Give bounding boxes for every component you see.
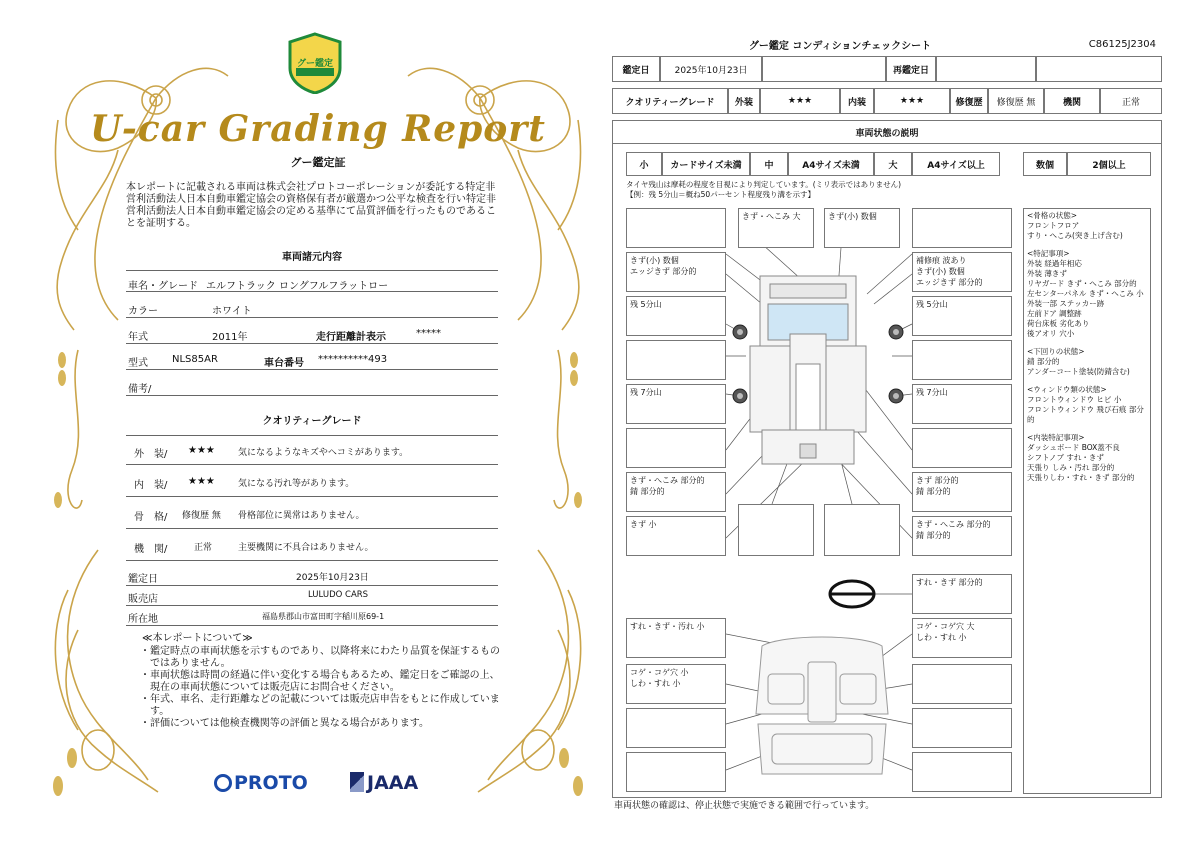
grade-label: クオリティーグレード bbox=[612, 88, 728, 114]
comment-box bbox=[738, 504, 814, 556]
size-large: 大 bbox=[874, 152, 912, 176]
label-frame: 骨 格/ bbox=[134, 512, 168, 523]
engine-note: 主要機関に不具合はありません。 bbox=[238, 543, 374, 553]
label-chassis: 車台番号 bbox=[264, 358, 304, 369]
engine-value: 正常 bbox=[194, 543, 213, 553]
row-frame bbox=[126, 499, 498, 529]
value-dealer: LULUDO CARS bbox=[308, 590, 369, 600]
goo-appraisal-badge bbox=[286, 32, 344, 94]
comment-box: きず・へこみ 部分的 錆 部分的 bbox=[912, 516, 1012, 556]
sheet-title: グー鑑定 コンディションチェックシート bbox=[748, 41, 932, 52]
notes-group-head: <下回りの状態> bbox=[1027, 347, 1085, 356]
notes-group-head: <内装特記事項> bbox=[1027, 433, 1085, 442]
date-label: 鑑定日 bbox=[612, 56, 660, 82]
comment-box: きず(小) 数個 bbox=[824, 208, 900, 248]
note-item: ・鑑定時点の車両状態を示すものであり、以降将来にわたり品質を保証するものではありません。 bbox=[140, 646, 500, 669]
note-item: ・年式、車名、走行距離などの記載については販売店申告をもとに作成しています。 bbox=[140, 694, 500, 717]
comment-box: きず・へこみ 大 bbox=[738, 208, 814, 248]
comment-box bbox=[912, 752, 1012, 792]
comment-box bbox=[626, 428, 726, 468]
value-name: エルフトラック ロングフルフラットロー bbox=[206, 281, 389, 292]
comment-box bbox=[912, 428, 1012, 468]
row-date bbox=[126, 566, 498, 586]
label-year: 年式 bbox=[128, 332, 148, 343]
exterior-stars: ★★★ bbox=[188, 445, 215, 456]
note-item: ・車両状態は時間の経過に伴い変化する場合もあるため、鑑定日をご確認の上、現在の車両状態については販売店にお問合せください。 bbox=[140, 670, 500, 693]
report-notes bbox=[138, 633, 500, 730]
date-value: 2025年10月23日 bbox=[660, 56, 762, 82]
notes-group-underbody bbox=[1027, 347, 1147, 377]
note-item: ・評価については他検査機関等の評価と異なる場合があります。 bbox=[140, 718, 429, 729]
label-name: 車名・グレード bbox=[128, 281, 198, 292]
notes-group-head: <ウィンドウ類の状態> bbox=[1027, 385, 1107, 394]
row-interior bbox=[126, 467, 498, 497]
condition-notes-list bbox=[1023, 208, 1151, 794]
label-engine: 機 関/ bbox=[134, 544, 168, 555]
row-dealer bbox=[126, 586, 498, 606]
label-dealer: 販売店 bbox=[128, 594, 158, 605]
frame-note: 骨格部位に異常はありません。 bbox=[238, 511, 365, 521]
tire-note-1: タイヤ残山は摩耗の程度を目視により判定しています。(ミリ表示ではありません) bbox=[626, 180, 902, 189]
condition-check-sheet bbox=[612, 34, 1164, 814]
label-model: 型式 bbox=[128, 358, 148, 369]
notes-item: 錆 部分的 bbox=[1027, 357, 1060, 366]
comment-box bbox=[912, 664, 1012, 704]
notes-item: フロントフロア bbox=[1027, 221, 1080, 230]
label-date: 鑑定日 bbox=[128, 574, 158, 585]
notes-item: すり・へこみ(突き上げ含む) bbox=[1027, 231, 1123, 240]
comment-box bbox=[626, 708, 726, 748]
recheck-label: 再鑑定日 bbox=[886, 56, 936, 82]
notes-item: 天張り しみ・汚れ 部分的 bbox=[1027, 463, 1115, 472]
label-mileage: 走行距離計表示 bbox=[316, 332, 386, 343]
certificate-title: U-car Grading Report bbox=[90, 108, 546, 150]
notes-group-special bbox=[1027, 249, 1147, 339]
notes-item: ダッシュボード BOX蓋不良 bbox=[1027, 443, 1120, 452]
notes-item: 外装 薄きず bbox=[1027, 269, 1067, 278]
repair-value: 修復歴 無 bbox=[988, 88, 1044, 114]
engine-value: 正常 bbox=[1100, 88, 1162, 114]
sheet-footer-note: 車両状態の確認は、停止状態で実施できる範囲で行っています。 bbox=[614, 801, 875, 811]
notes-item: 外装一部 ステッカー跡 bbox=[1027, 299, 1105, 308]
notes-group-head: <骨格の状態> bbox=[1027, 211, 1078, 220]
comment-box: きず・へこみ 部分的 錆 部分的 bbox=[626, 472, 726, 512]
notes-title: ≪本レポートについて≫ bbox=[142, 633, 253, 644]
value-year: 2011年 bbox=[212, 332, 248, 343]
tire-box: 残 7分山 bbox=[912, 384, 1012, 424]
row-engine bbox=[126, 531, 498, 561]
comment-box bbox=[626, 752, 726, 792]
notes-item: アンダーコート塗装(防錆含む) bbox=[1027, 367, 1130, 376]
repair-label: 修復歴 bbox=[950, 88, 988, 114]
notes-item: 天張りしわ・すれ・きず 部分的 bbox=[1027, 473, 1135, 482]
spec-heading: 車両諸元内容 bbox=[282, 252, 342, 263]
comment-box bbox=[912, 340, 1012, 380]
tire-box: 残 5分山 bbox=[626, 296, 726, 336]
logo-bar bbox=[214, 770, 454, 800]
interior-note: 気になる汚れ等があります。 bbox=[238, 479, 355, 489]
label-color: カラー bbox=[128, 306, 158, 317]
comment-box: 補修痕 波あり きず(小) 数個 エッジきず 部分的 bbox=[912, 252, 1012, 292]
tire-box: 残 5分山 bbox=[912, 296, 1012, 336]
certificate-intro: 本レポートに記載される車両は株式会社プロトコーポレーションが委託する特定非営利活動法人日本自動車鑑定協会の資格保有者が厳選かつ公平な検査を行い特定非営利活動法人日本自動車鑑定協会の定める基準にて品質評価を行ったものであることを証明する。 bbox=[126, 182, 496, 229]
count-desc: 2個以上 bbox=[1067, 152, 1151, 176]
value-chassis: **********493 bbox=[318, 354, 388, 365]
notes-item: リヤガード きず・へこみ 部分的 bbox=[1027, 279, 1137, 288]
jaaa-logo-icon bbox=[350, 772, 364, 792]
comment-box: きず 小 bbox=[626, 516, 726, 556]
exterior-note: 気になるようなキズやヘコミがあります。 bbox=[238, 448, 409, 458]
comment-box: すれ・きず 部分的 bbox=[912, 574, 1012, 614]
comment-box: コゲ・コゲ穴 大 しわ・すれ 小 bbox=[912, 618, 1012, 658]
interior-stars: ★★★ bbox=[188, 476, 215, 487]
notes-group-frame bbox=[1027, 211, 1147, 241]
notes-item: フロントウィンドウ 飛び石痕 部分的 bbox=[1027, 405, 1144, 424]
row-remarks bbox=[126, 374, 498, 396]
notes-item: 後アオリ 穴小 bbox=[1027, 329, 1075, 338]
label-interior: 内 装/ bbox=[134, 480, 168, 491]
badge-text: グー鑑定 bbox=[296, 59, 333, 69]
label-address: 所在地 bbox=[128, 614, 158, 625]
row-address bbox=[126, 606, 498, 626]
comment-box bbox=[824, 504, 900, 556]
frame-value: 修復歴 無 bbox=[182, 511, 221, 521]
comment-box bbox=[912, 208, 1012, 248]
value-mileage: ***** bbox=[416, 328, 441, 339]
grading-certificate bbox=[38, 30, 598, 820]
label-remarks: 備考/ bbox=[128, 384, 152, 395]
tire-note-2: 【例：残 5分山＝概ね50パーセント程度残り溝を示す】 bbox=[626, 190, 816, 199]
proto-logo: PROTO bbox=[214, 772, 308, 794]
sheet-code: C86125J2304 bbox=[1088, 39, 1156, 50]
size-large-desc: A4サイズ以上 bbox=[912, 152, 1000, 176]
interior-label: 内装 bbox=[840, 88, 874, 114]
jaaa-logo: JAAA bbox=[350, 772, 418, 794]
notes-item: 左前ドア 調整跡 bbox=[1027, 309, 1082, 318]
interior-stars: ★★★ bbox=[874, 88, 950, 114]
row-color bbox=[126, 296, 498, 318]
comment-box bbox=[626, 208, 726, 248]
label-exterior: 外 装/ bbox=[134, 449, 168, 460]
comment-box: すれ・きず・汚れ 小 bbox=[626, 618, 726, 658]
notes-item: フロントウィンドウ ヒビ 小 bbox=[1027, 395, 1122, 404]
row-exterior bbox=[126, 435, 498, 465]
exterior-stars: ★★★ bbox=[760, 88, 840, 114]
notes-item: 荷台床板 劣化あり bbox=[1027, 319, 1090, 328]
row-model bbox=[126, 348, 498, 370]
comment-box: きず(小) 数個 エッジきず 部分的 bbox=[626, 252, 726, 292]
notes-group-head: <特記事項> bbox=[1027, 249, 1070, 258]
size-mid: 中 bbox=[750, 152, 788, 176]
notes-item: シフトノブ すれ・きず bbox=[1027, 453, 1104, 462]
exterior-label: 外装 bbox=[728, 88, 760, 114]
row-year bbox=[126, 322, 498, 344]
comment-box bbox=[912, 708, 1012, 748]
comment-box: きず 部分的 錆 部分的 bbox=[912, 472, 1012, 512]
count-label: 数個 bbox=[1023, 152, 1067, 176]
value-model: NLS85AR bbox=[172, 354, 218, 365]
value-date: 2025年10月23日 bbox=[296, 573, 369, 583]
certificate-subtitle: グー鑑定証 bbox=[290, 156, 346, 169]
engine-label: 機関 bbox=[1044, 88, 1100, 114]
comment-box bbox=[626, 340, 726, 380]
section-title: 車両状態の説明 bbox=[612, 120, 1162, 144]
notes-group-interior bbox=[1027, 433, 1147, 483]
notes-item: 左センターパネル きず・へこみ 小 bbox=[1027, 289, 1144, 298]
size-small-desc: カードサイズ未満 bbox=[662, 152, 750, 176]
proto-logo-icon bbox=[214, 774, 232, 792]
notes-item: 外装 経過年相応 bbox=[1027, 259, 1082, 268]
tire-box: 残 7分山 bbox=[626, 384, 726, 424]
value-address: 福島県郡山市富田町字稲川原69-1 bbox=[262, 612, 385, 621]
value-color: ホワイト bbox=[212, 306, 252, 317]
row-name bbox=[126, 270, 498, 292]
comment-box: コゲ・コゲ穴 小 しわ・すれ 小 bbox=[626, 664, 726, 704]
size-mid-desc: A4サイズ未満 bbox=[788, 152, 874, 176]
size-small: 小 bbox=[626, 152, 662, 176]
quality-heading: クオリティーグレード bbox=[262, 416, 362, 427]
notes-group-window bbox=[1027, 385, 1147, 425]
